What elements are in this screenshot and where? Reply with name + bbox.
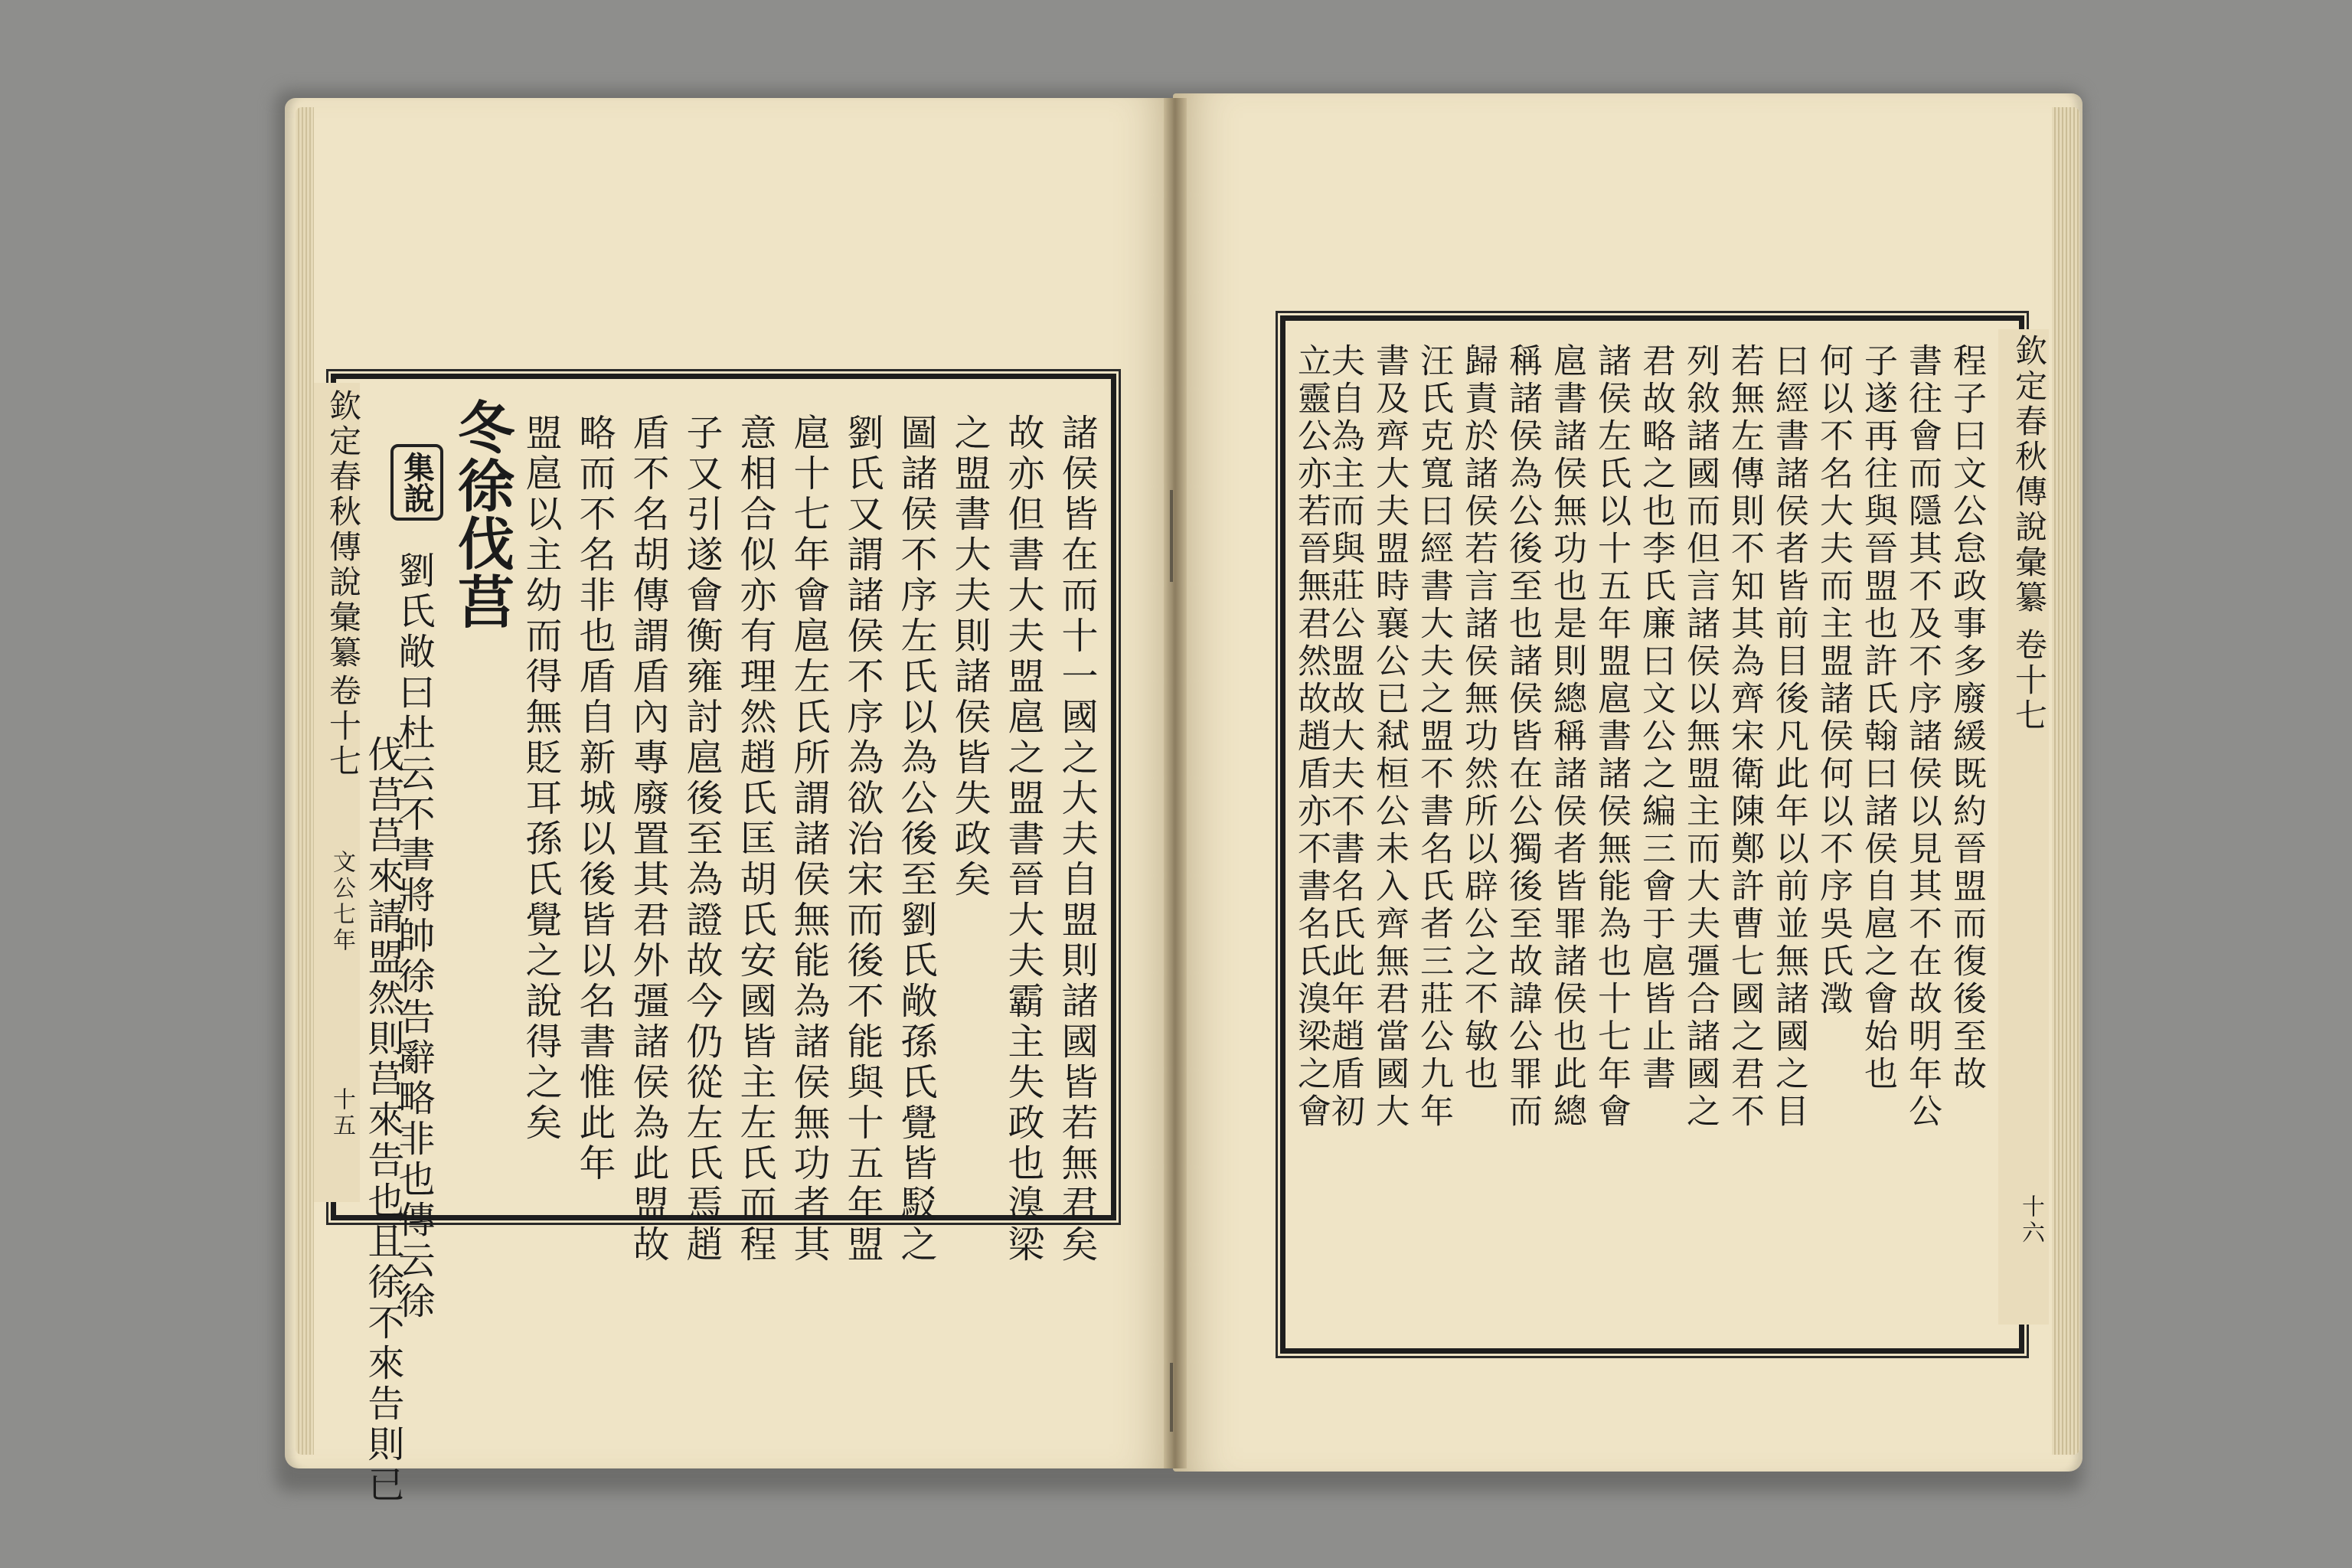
page-edges-right — [2052, 107, 2079, 1455]
right-column-6: 若無左傳則不知其為齊宋衛陳鄭許曹七國之君不 — [1725, 343, 1764, 1131]
heading-tag-wrap — [390, 444, 443, 521]
right-column-11: 稱諸侯為公後至也諸侯皆在公獨後至故諱公罪而 — [1503, 343, 1542, 1131]
right-column-10: 扈書諸侯無功也是則總稱諸侯者皆罪諸侯也此總 — [1547, 343, 1586, 1131]
left-column-5: 劉氏又謂諸侯不序為欲治宋而後不能與十五年盟 — [841, 413, 884, 1266]
left-column-1: 諸侯皆在而十一國之大夫自盟則諸國皆若無君矣 — [1055, 413, 1098, 1266]
right-column-8: 君故略之也李氏廉曰文公之編三會于扈皆止書 — [1636, 343, 1675, 1093]
left-column-4: 圖諸侯不序左氏以為公後至劉氏敞孫氏覺皆駁之 — [894, 413, 937, 1266]
binding-thread — [1170, 490, 1173, 582]
right-column-16: 立靈公亦若晉無君然故趙盾亦不書名氏溴梁之會 — [1292, 343, 1331, 1131]
right-column-14: 書及齊大夫盟時襄公已弒桓公未入齊無君當國大 — [1370, 343, 1409, 1131]
left-column-6: 扈十七年會扈左氏所謂諸侯無能為諸侯無功者其 — [787, 413, 830, 1266]
right-margin-folio: 十六 — [2017, 1194, 2044, 1246]
section-heading: 冬徐伐莒 — [449, 398, 514, 631]
left-column-8: 子又引遂會衡雍討扈後至為證故今仍從左氏焉趙 — [680, 413, 723, 1266]
heading-tag: 集說 — [390, 444, 443, 521]
right-column-12: 歸責於諸侯若言諸侯無功然所以辟公之不敏也 — [1459, 343, 1498, 1093]
left-margin-reign: 文公七年 — [328, 850, 355, 954]
right-column-7: 列敘諸國而但言諸侯以無盟主而大夫彊合諸國之 — [1681, 343, 1720, 1131]
right-column-4: 何以不名大夫而主盟諸侯何以不序吳氏澂 — [1814, 343, 1853, 1018]
right-column-2: 書往會而隱其不及不序諸侯以見其不在故明年公 — [1903, 343, 1942, 1131]
left-column-9: 盾不名胡傳謂盾內專廢置其君外彊諸侯為此盟故 — [626, 413, 669, 1266]
book-gutter — [1164, 98, 1187, 1468]
left-margin-folio: 十五 — [328, 1087, 355, 1139]
left-margin-volume: 卷十七 — [325, 674, 362, 779]
page-edges-left — [296, 107, 314, 1455]
binding-thread — [1170, 1363, 1173, 1432]
left-margin-title: 欽定春秋傳說彙纂 — [325, 389, 362, 671]
left-column-11: 盟扈以主幼而得無貶耳孫氏覺之說得之矣 — [519, 413, 562, 1144]
right-margin-volume: 卷十七 — [2011, 628, 2048, 733]
left-column-2: 故亦但書大夫盟扈之盟書晉大夫霸主失政也溴梁 — [1001, 413, 1044, 1266]
right-column-3: 子遂再往與晉盟也許氏翰曰諸侯自扈之會始也 — [1858, 343, 1897, 1093]
left-column-10: 略而不名非也盾自新城以後皆以名書惟此年 — [573, 413, 616, 1184]
left-column-3: 之盟書大夫則諸侯皆失政矣 — [948, 413, 991, 900]
right-column-15: 夫自為主而與莊公盟故大夫不書名氏此年趙盾初 — [1325, 343, 1364, 1131]
right-margin-title: 欽定春秋傳說彙纂 — [2011, 334, 2048, 616]
left-column-7: 意相合似亦有理然趙氏匡胡氏安國皆主左氏而程 — [733, 413, 776, 1266]
right-column-5: 曰經書諸侯者皆前目後凡此年以前並無諸國之目 — [1769, 343, 1808, 1131]
right-column-1: 程子曰文公怠政事多廢緩既約晉盟而復後至故 — [1947, 343, 1986, 1093]
right-column-9: 諸侯左氏以十五年盟扈書諸侯無能為也十七年會 — [1592, 343, 1631, 1131]
right-column-13: 汪氏克寬曰經書大夫之盟不書名氏者三莊公九年 — [1414, 343, 1453, 1131]
left-note-column-2: 伐莒莒來請盟然則莒來告也且徐不來告則已 — [361, 735, 404, 1506]
left-note-column-1: 劉氏敞曰杜云不書將帥徐告辭略非也傳云徐 — [392, 551, 435, 1322]
